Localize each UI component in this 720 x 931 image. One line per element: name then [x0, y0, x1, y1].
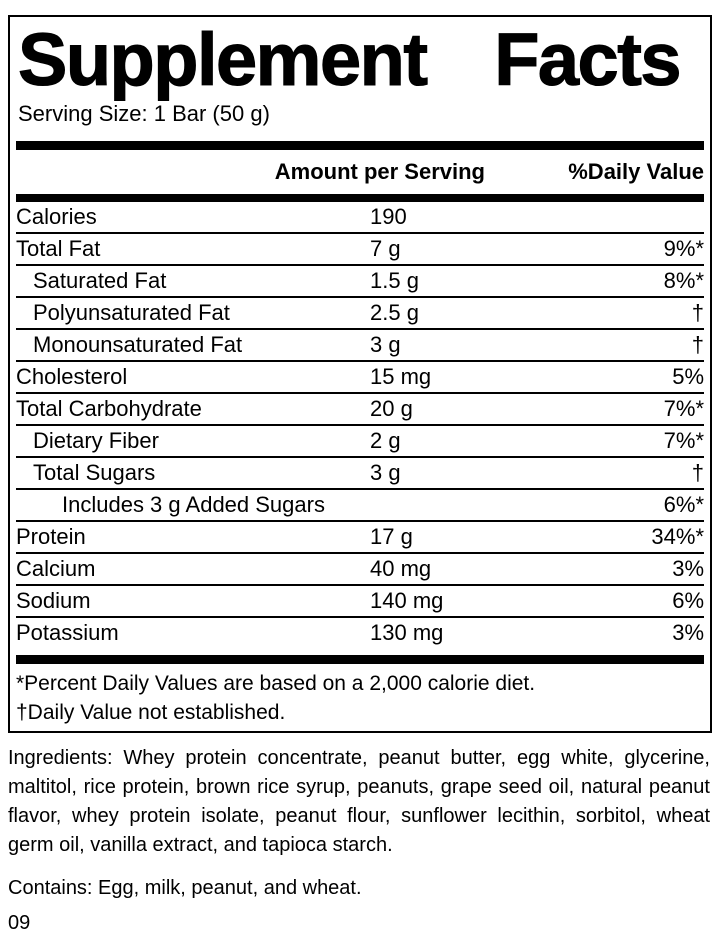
- nutrient-label: Dietary Fiber: [33, 428, 159, 454]
- footer-code: 09: [8, 912, 31, 931]
- nutrient-daily-value: †: [691, 460, 704, 486]
- nutrient-label: Saturated Fat: [33, 268, 167, 294]
- nutrient-row: [16, 394, 704, 426]
- nutrient-daily-value: 34%*: [651, 524, 704, 550]
- supplement-facts-panel: [8, 15, 712, 733]
- nutrient-label: Polyunsaturated Fat: [33, 300, 230, 326]
- nutrient-daily-value: 6%*: [663, 492, 704, 518]
- nutrient-row: [16, 362, 704, 394]
- nutrient-daily-value: †: [691, 332, 704, 358]
- column-header-amount-per-serving: Amount per Serving: [274, 159, 485, 185]
- nutrient-amount: [370, 490, 664, 520]
- nutrient-label: Total Carbohydrate: [16, 396, 202, 422]
- nutrient-amount: 40 mg: [370, 556, 432, 582]
- nutrient-label: Monounsaturated Fat: [33, 332, 243, 358]
- nutrient-row: [16, 426, 704, 458]
- nutrient-row: [16, 458, 704, 490]
- nutrient-daily-value: 9%*: [663, 236, 704, 262]
- footnote-daily-value-not-established: †Daily Value not established.: [16, 701, 286, 725]
- nutrient-row: [16, 522, 704, 554]
- column-header-row: [16, 150, 704, 194]
- nutrient-amount: 130 mg: [370, 620, 444, 646]
- nutrient-label: Sodium: [16, 588, 91, 614]
- ingredients-paragraph: Ingredients: Whey protein concentrate, peanut butter, egg white, glycerine, maltitol, rice protein, brown rice syrup, peanuts, grape seed oil, natural peanut flavor, whey protein isolate, peanut flour, sunflower lecithin, sorbitol, wheat germ oil, vanilla extract, and tapioca starch.: [8, 747, 710, 857]
- nutrient-rows: [16, 202, 704, 650]
- nutrient-daily-value: 6%: [672, 588, 704, 614]
- nutrient-daily-value: 3%: [672, 620, 704, 646]
- thick-divider-header: [16, 194, 704, 202]
- nutrient-amount: 2 g: [370, 428, 401, 454]
- nutrient-amount: 17 g: [370, 524, 413, 550]
- nutrient-amount: 7 g: [370, 236, 401, 262]
- nutrient-row: [16, 202, 704, 234]
- nutrient-label: Includes 3 g Added Sugars: [62, 492, 325, 518]
- nutrient-row: [16, 234, 704, 266]
- title-word-facts: Facts: [494, 18, 680, 101]
- nutrient-label: Potassium: [16, 620, 119, 646]
- nutrient-label: Calcium: [16, 556, 96, 582]
- thick-divider-bottom: [16, 655, 704, 664]
- nutrient-amount: 3 g: [370, 332, 401, 358]
- nutrient-daily-value: 3%: [672, 556, 704, 582]
- nutrient-row: [16, 554, 704, 586]
- footnotes: [16, 664, 704, 729]
- nutrient-amount: 2.5 g: [370, 300, 419, 326]
- nutrient-label: Total Sugars: [33, 460, 156, 486]
- contains-statement: Contains: Egg, milk, peanut, and wheat.: [8, 877, 362, 900]
- nutrient-label: Calories: [16, 204, 97, 230]
- nutrient-daily-value: †: [691, 300, 704, 326]
- nutrient-amount: 20 g: [370, 396, 413, 422]
- nutrient-daily-value: 7%*: [663, 428, 704, 454]
- nutrient-amount: 3 g: [370, 460, 401, 486]
- nutrient-amount: 190: [370, 204, 407, 230]
- nutrient-label: Protein: [16, 524, 86, 550]
- footnote-percent-daily-values: *Percent Daily Values are based on a 2,000 calorie diet.: [16, 672, 536, 696]
- column-header-daily-value: %Daily Value: [568, 159, 704, 185]
- nutrient-row: [16, 618, 704, 650]
- nutrient-label: Cholesterol: [16, 364, 128, 390]
- nutrient-daily-value: 7%*: [663, 396, 704, 422]
- nutrient-daily-value: 8%*: [663, 268, 704, 294]
- nutrient-row: [16, 490, 704, 522]
- thick-divider-top: [16, 141, 704, 150]
- nutrient-row: [16, 586, 704, 618]
- title-word-supplement: Supplement: [18, 18, 427, 101]
- nutrient-row: [16, 330, 704, 362]
- nutrient-amount: 1.5 g: [370, 268, 419, 294]
- nutrient-daily-value: 5%: [672, 364, 704, 390]
- nutrient-row: [16, 266, 704, 298]
- nutrient-label: Total Fat: [16, 236, 101, 262]
- nutrient-amount: 140 mg: [370, 588, 444, 614]
- panel-title: [16, 18, 704, 101]
- nutrient-row: [16, 298, 704, 330]
- serving-size-text: Serving Size: 1 Bar (50 g): [18, 101, 270, 127]
- nutrient-amount: 15 mg: [370, 364, 432, 390]
